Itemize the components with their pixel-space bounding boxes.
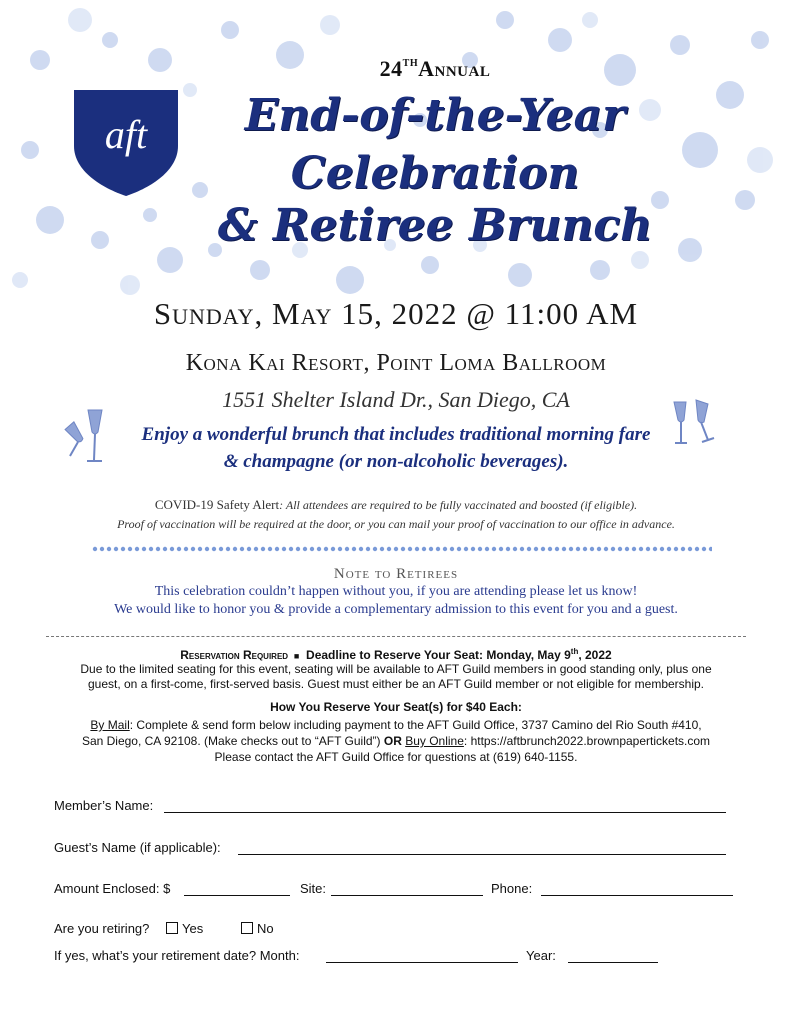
retiring-question: Are you retiring? (54, 921, 150, 936)
no-checkbox[interactable] (241, 922, 253, 934)
seating-policy-line-2: guest, on a first-come, first-served basis. Guest must either be an AFT Guild member or not eligible for membership. (87, 677, 705, 691)
phone-field[interactable] (541, 895, 733, 896)
mail-instructions-line-2: San Diego, CA 92108. (Make checks out to “AFT Guild”) OR Buy Online: https://aftbrunch2022.brownpapertickets.com (81, 734, 711, 748)
site-label: Site: (300, 881, 327, 896)
title-line-3: & Retiree Brunch (217, 200, 653, 251)
retirement-month-field[interactable] (326, 962, 518, 963)
member-name-field[interactable] (164, 812, 726, 813)
buy-online-link[interactable]: Buy Online (405, 734, 464, 748)
dashed-divider (46, 636, 746, 637)
how-to-reserve-title: How You Reserve Your Seat(s) for $40 Each: (270, 700, 522, 714)
annual-label: 24THAnnual (379, 56, 491, 81)
covid-alert-line-2: Proof of vaccination will be required at the door, or you can mail your proof of vaccination to our office in advance. (117, 517, 675, 531)
aft-logo (70, 86, 182, 198)
amount-enclosed-label: Amount Enclosed: $ (54, 881, 171, 896)
retirement-month-label: If yes, what’s your retirement date? Month: (54, 948, 300, 963)
amount-enclosed-field[interactable] (184, 895, 290, 896)
enjoy-line-2: & champagne (or non-alcoholic beverages). (223, 451, 569, 472)
by-mail-label: By Mail (90, 718, 130, 732)
event-date: Sunday, May 15, 2022 @ 11:00 AM (153, 296, 639, 331)
enjoy-line-1: Enjoy a wonderful brunch that includes traditional morning fare (141, 424, 651, 445)
guest-name-field[interactable] (238, 854, 726, 855)
phone-label: Phone: (491, 881, 533, 896)
covid-alert-line-1: COVID-19 Safety Alert: All attendees are required to be fully vaccinated and boosted (if eligible). (154, 497, 638, 512)
note-line-1: This celebration couldn’t happen without you, if you are attending please let us know! (154, 584, 638, 599)
seating-policy-line-1: Due to the limited seating for this event, seating will be available to AFT Guild members in good standing only, plus one (80, 662, 712, 676)
dotted-divider (92, 546, 712, 552)
retirement-year-field[interactable] (568, 962, 658, 963)
note-title: Note to Retirees (333, 566, 459, 582)
title-line-2: Celebration (290, 148, 580, 199)
online-url[interactable]: : https://aftbrunch2022.brownpapertickets.com (463, 734, 711, 748)
guest-name-label: Guest’s Name (if applicable): (54, 840, 221, 855)
reservation-line: Reservation Required ■ Deadline to Reserve Your Seat: Monday, May 9th, 2022 (180, 647, 612, 662)
logo-text: aft (104, 112, 148, 157)
retirement-year-label: Year: (526, 948, 556, 963)
retiring-yes-option[interactable]: Yes (166, 921, 203, 936)
covid-alert-label: COVID-19 Safety Alert (154, 497, 280, 512)
yes-checkbox[interactable] (166, 922, 178, 934)
mail-instructions-line-1: By Mail: Complete & send form below including payment to the AFT Guild Office, 3737 Camino del Rio South #410, (90, 718, 702, 732)
site-field[interactable] (331, 895, 483, 896)
title-line-1: End-of-the-Year (244, 90, 626, 141)
event-venue: Kona Kai Resort, Point Loma Ballroom (185, 350, 607, 376)
note-line-2: We would like to honor you & provide a complementary admission to this event for you and a guest. (114, 602, 678, 617)
event-address: 1551 Shelter Island Dr., San Diego, CA (222, 387, 570, 412)
retiring-no-option[interactable]: No (241, 921, 274, 936)
member-name-label: Member’s Name: (54, 798, 154, 813)
contact-line: Please contact the AFT Guild Office for questions at (619) 640-1155. (214, 750, 578, 764)
